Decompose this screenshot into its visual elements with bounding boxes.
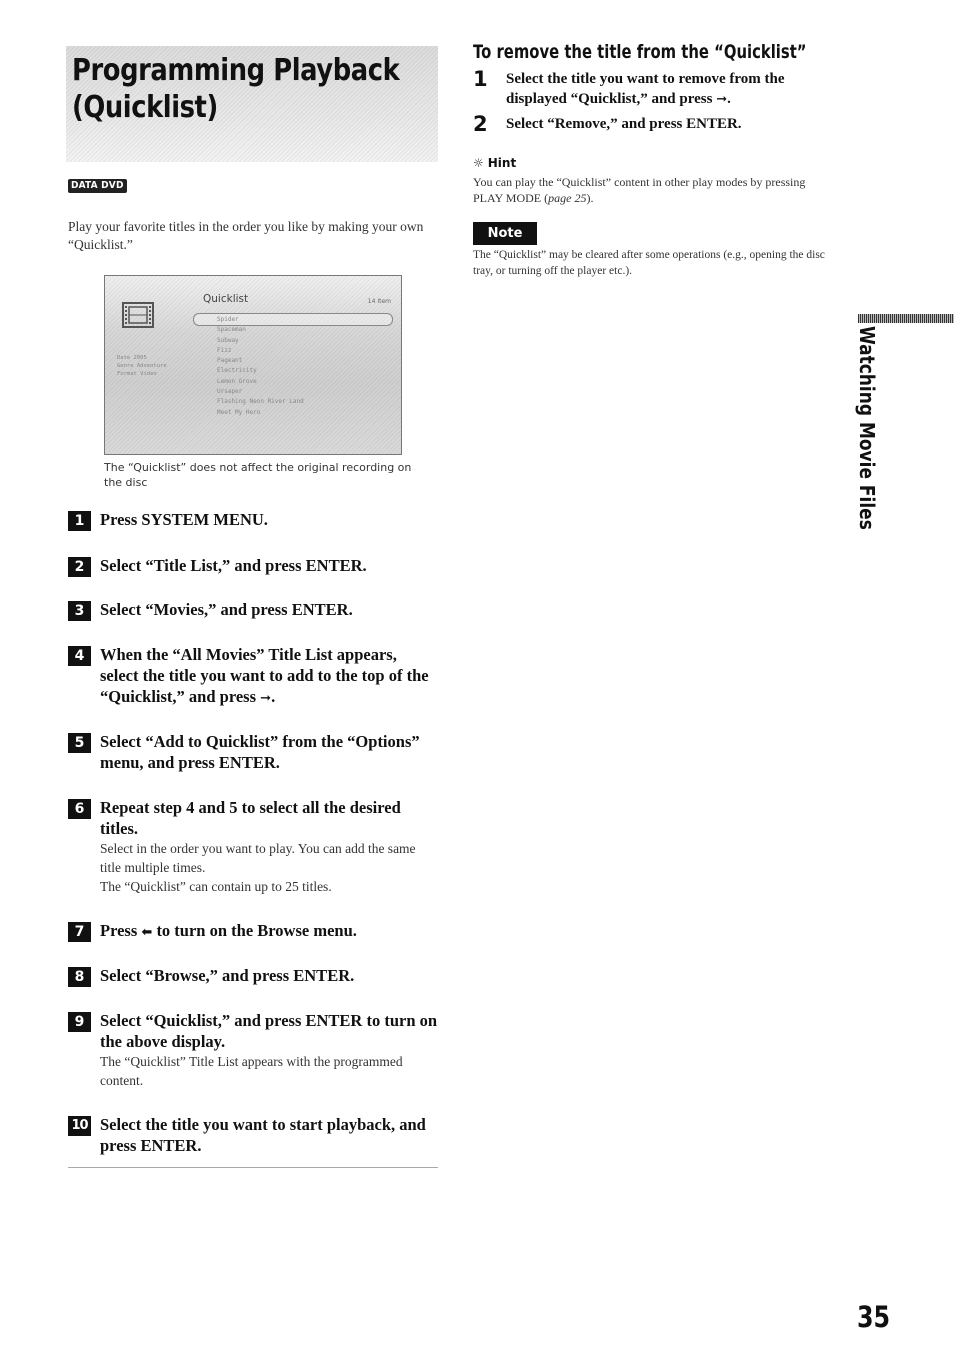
step-heading — [506, 70, 833, 109]
step-3 — [68, 599, 438, 620]
step-heading: Select “Quicklist,” and press ENTER to turn on the above display. — [100, 1011, 438, 1051]
step-heading — [100, 644, 438, 709]
step-number: 9 — [68, 1012, 91, 1032]
list-item: Lemon Grove — [217, 377, 257, 385]
step-8 — [68, 965, 438, 986]
page-reference: page 25 — [548, 191, 587, 205]
step-heading: Select “Browse,” and press ENTER. — [100, 966, 355, 985]
step-6 — [68, 797, 438, 896]
step-heading-text: Select the title you want to remove from the displayed “Quicklist,” and press — [506, 71, 785, 107]
step-number: 3 — [68, 601, 91, 621]
step-2 — [68, 555, 438, 576]
remove-step-1 — [473, 67, 833, 109]
screen-title: Quicklist — [203, 293, 249, 305]
page-number: 35 — [857, 1300, 891, 1334]
step-number: 1 — [68, 511, 91, 531]
list-item: Meet My Hero — [217, 408, 261, 416]
title-banner — [66, 46, 438, 162]
step-number: 4 — [68, 646, 91, 666]
step-heading: Select “Movies,” and press ENTER. — [100, 600, 353, 619]
info-line: Format Video — [117, 371, 157, 377]
step-body: Select in the order you want to play. You can add the same title multiple times. — [100, 841, 416, 875]
hint-text-body: You can play the “Quicklist” content in other play modes by pressing PLAY MODE ( — [473, 175, 806, 205]
info-line: Genre Adventure — [117, 363, 167, 369]
step-heading: Select “Add to Quicklist” from the “Options” menu, and press ENTER. — [100, 732, 420, 772]
step-heading — [100, 920, 438, 943]
step-number: 2 — [68, 557, 91, 577]
step-7 — [68, 920, 438, 943]
quicklist-screen-illustration — [104, 275, 402, 455]
hint-text — [473, 174, 838, 206]
list-item: Pageant — [217, 357, 243, 365]
step-number: 5 — [68, 733, 91, 753]
step-9 — [68, 1010, 438, 1090]
side-tab — [848, 326, 888, 530]
hint-text-end: ). — [586, 191, 594, 205]
remove-step-2 — [473, 112, 833, 136]
info-line: Date 2005 — [117, 355, 147, 361]
list-item: Spider — [217, 316, 239, 323]
step-body: The “Quicklist” can contain up to 25 titles. — [100, 879, 332, 894]
remove-section-heading: To remove the title from the “Quicklist” — [473, 41, 807, 63]
screen-item-count: 14 Item — [367, 298, 391, 305]
page-title — [72, 52, 399, 126]
film-icon — [121, 300, 155, 330]
page-title-line-2: (Quicklist) — [72, 90, 218, 125]
step-heading: Select “Title List,” and press ENTER. — [100, 556, 367, 575]
step-heading: Select “Remove,” and press ENTER. — [506, 116, 742, 132]
step-10 — [68, 1114, 438, 1156]
right-arrow-icon: ➞ — [716, 91, 728, 107]
step-number: 8 — [68, 967, 91, 987]
step-number: 1 — [473, 67, 488, 91]
step-number: 7 — [68, 922, 91, 942]
list-item: Spaceman — [217, 326, 246, 334]
page-title-line-1: Programming Playback — [72, 53, 400, 88]
step-heading: Repeat step 4 and 5 to select all the desired titles. — [100, 798, 401, 838]
side-tab-bar — [858, 314, 954, 323]
lightbulb-icon: ☼ — [473, 156, 484, 170]
screen-title-info — [117, 354, 167, 378]
step-heading: Press SYSTEM MENU. — [100, 510, 268, 529]
step-1 — [68, 509, 438, 530]
screen-title-list — [217, 315, 304, 418]
list-item: Electricity — [217, 367, 257, 375]
step-body: The “Quicklist” Title List appears with the programmed content. — [100, 1054, 403, 1088]
step-heading-end: . — [271, 687, 276, 706]
list-item: Fizz — [217, 346, 232, 354]
step-number: 6 — [68, 799, 91, 819]
step-heading-text: Press — [100, 921, 138, 940]
left-arrow-icon: ⬅ — [141, 925, 153, 940]
step-heading: Select the title you want to start playback, and press ENTER. — [100, 1115, 426, 1155]
step-heading-text: When the “All Movies” Title List appears, select the title you want to add to the top of the “Quicklist,” and press — [100, 645, 429, 706]
right-arrow-icon: ➞ — [260, 691, 272, 706]
step-heading-end: . — [727, 90, 731, 107]
list-item: Ursaper — [217, 388, 243, 396]
step-heading-text: to turn on the Browse menu. — [156, 921, 357, 940]
list-item: Flashing Neon River Land — [217, 398, 304, 406]
list-item: Subway — [217, 336, 239, 344]
note-text: The “Quicklist” may be cleared after some operations (e.g., opening the disc tray, or turning off the player etc.). — [473, 249, 825, 277]
data-dvd-badge: DATA DVD — [68, 179, 127, 193]
screen-caption: The “Quicklist” does not affect the original recording on the disc — [104, 461, 412, 489]
side-tab-label: Watching Movie Files — [855, 326, 879, 530]
section-divider — [68, 1167, 438, 1168]
hint-label — [473, 156, 516, 170]
step-number: 2 — [473, 112, 488, 136]
step-number: 10 — [68, 1116, 91, 1136]
hint-label-text: Hint — [487, 156, 517, 170]
note-badge: Note — [473, 222, 537, 245]
step-5 — [68, 731, 438, 773]
intro-text: Play your favorite titles in the order you like by making your own “Quicklist.” — [68, 219, 424, 252]
step-4 — [68, 644, 438, 709]
